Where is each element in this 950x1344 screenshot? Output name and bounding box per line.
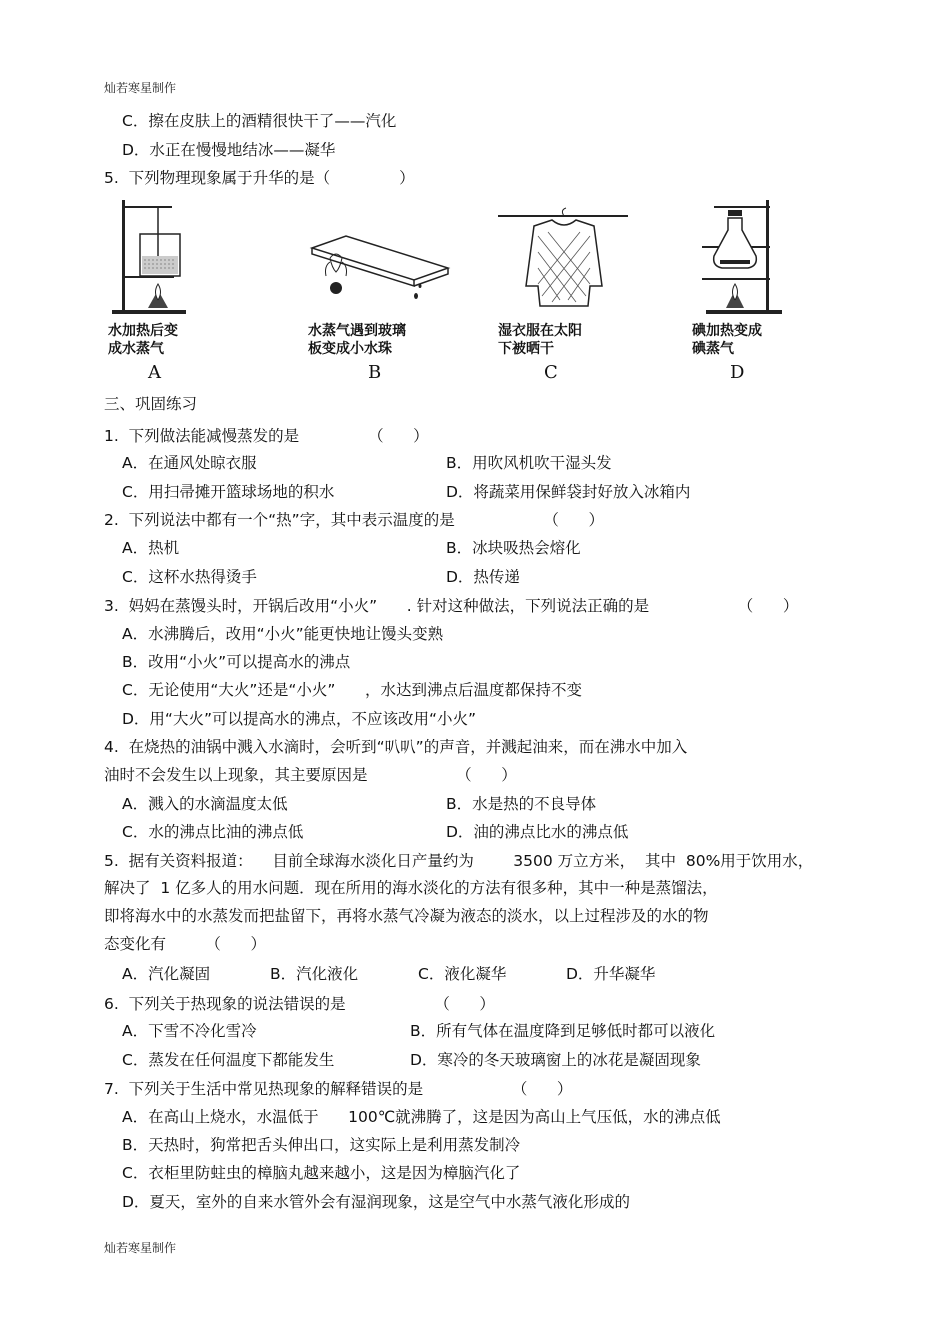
q5-stem-line-3: 即将海水中的水蒸发而把盐留下，再将水蒸气冷凝为液态的淡水，以上过程涉及的水的物 <box>104 907 709 925</box>
q6-option-c: C．蒸发在任何温度下都能发生 <box>122 1051 335 1069</box>
glass-plate-illustration <box>308 196 478 326</box>
q1-option-c: C．用扫帚摊开篮球场地的积水 <box>122 483 335 501</box>
q7-option-a: A．在高山上烧水，水温低于 100℃就沸腾了，这是因为高山上气压低，水的沸点低 <box>122 1108 721 1126</box>
q7-option-d: D．夏天，室外的自来水管外会有湿润现象，这是空气中水蒸气液化形成的 <box>122 1193 630 1211</box>
figure-c-letter: C <box>544 362 558 383</box>
iodine-heating-illustration <box>692 196 802 326</box>
q6-stem: 6. 下列关于热现象的说法错误的是 （ ） <box>104 995 495 1013</box>
q1-option-b: B．用吹风机吹干湿头发 <box>446 454 612 472</box>
q2-option-d: D．热传递 <box>446 568 520 586</box>
prev-option-d: D．水正在慢慢地结冰——凝华 <box>122 141 336 159</box>
q5-option-c: C．液化凝华 <box>418 965 507 983</box>
q5-option-a: A．汽化凝固 <box>122 965 211 983</box>
figure-b-letter: B <box>368 362 382 383</box>
figure-a-caption-1: 水加热后变 <box>108 323 178 339</box>
figure-d-caption-2: 碘蒸气 <box>692 341 734 357</box>
page-header: 灿若寒星制作 <box>104 81 177 95</box>
figure-d-caption-1: 碘加热变成 <box>692 323 762 339</box>
figure-c-caption-2: 下被晒干 <box>498 341 554 357</box>
figure-c <box>498 196 668 386</box>
figure-d-letter: D <box>730 362 745 383</box>
q5-stem-line-2: 解决了 1 亿多人的用水问题．现在所用的海水淡化的方法有很多种，其中一种是蒸馏法， <box>104 879 718 897</box>
section-title: 三、巩固练习 <box>104 395 198 413</box>
boiling-water-illustration <box>108 196 268 326</box>
q5-option-d: D．升华凝华 <box>566 965 656 983</box>
q2-option-a: A．热机 <box>122 539 180 557</box>
figure-c-caption-1: 湿衣服在太阳 <box>498 323 582 339</box>
q3-option-d: D．用“大火”可以提高水的沸点，不应该改用“小火” <box>122 710 477 728</box>
q6-option-b: B．所有气体在温度降到足够低时都可以液化 <box>410 1022 716 1040</box>
page-footer: 灿若寒星制作 <box>104 1241 177 1255</box>
q3-option-b: B．改用“小火”可以提高水的沸点 <box>122 653 351 671</box>
q4-option-c: C．水的沸点比油的沸点低 <box>122 823 304 841</box>
q7-option-b: B．天热时，狗常把舌头伸出口，这实际上是利用蒸发制冷 <box>122 1136 521 1154</box>
q4-stem-line-2: 油时不会发生以上现象，其主要原因是 （ ） <box>104 766 517 784</box>
q4-option-a: A．溅入的水滴温度太低 <box>122 795 288 813</box>
figure-b-caption-2: 板变成小水珠 <box>308 341 392 357</box>
q3-stem: 3. 妈妈在蒸馒头时，开锅后改用“小火” . 针对这种做法，下列说法正确的是 （ ） <box>104 597 799 615</box>
q4-option-b: B．水是热的不良导体 <box>446 795 597 813</box>
q5-stem-line-4: 态变化有 （ ） <box>104 935 266 953</box>
sublimation-figure <box>108 196 798 386</box>
q7-option-c: C．衣柜里防蛀虫的樟脑丸越来越小，这是因为樟脑汽化了 <box>122 1164 521 1182</box>
figure-d <box>692 196 802 386</box>
q3-option-c: C．无论使用“大火”还是“小火” ，水达到沸点后温度都保持不变 <box>122 681 583 699</box>
q3-option-a: A．水沸腾后，改用“小火”能更快地让馒头变熟 <box>122 625 444 643</box>
q6-option-a: A．下雪不冷化雪冷 <box>122 1022 257 1040</box>
figure-a-caption-2: 成水蒸气 <box>108 341 164 357</box>
q4-stem-line-1: 4. 在烧热的油锅中溅入水滴时，会听到“叭叭”的声音，并溅起油来，而在沸水中加入 <box>104 738 688 756</box>
q1-option-a: A．在通风处晾衣服 <box>122 454 257 472</box>
q5-stem-line-1: 5. 据有关资料报道： 目前全球海水淡化日产量约为 3500 万立方米， 其中 80%用于饮用水， <box>104 852 814 870</box>
q6-option-d: D．寒冷的冬天玻璃窗上的冰花是凝固现象 <box>410 1051 701 1069</box>
figure-a <box>108 196 268 386</box>
q7-stem: 7. 下列关于生活中常见热现象的解释错误的是 （ ） <box>104 1080 573 1098</box>
figure-b <box>308 196 478 386</box>
figure-b-caption-1: 水蒸气遇到玻璃 <box>308 323 406 339</box>
q2-stem: 2. 下列说法中都有一个“热”字，其中表示温度的是 （ ） <box>104 511 604 529</box>
q2-option-b: B．冰块吸热会熔化 <box>446 539 581 557</box>
q4-option-d: D．油的沸点比水的沸点低 <box>446 823 629 841</box>
question-5-stem: 5. 下列物理现象属于升华的是（ ） <box>104 169 415 187</box>
prev-option-c: C．擦在皮肤上的酒精很快干了——汽化 <box>122 112 397 130</box>
figure-a-letter: A <box>148 362 161 383</box>
q1-option-d: D．将蔬菜用保鲜袋封好放入冰箱内 <box>446 483 691 501</box>
q1-stem: 1. 下列做法能减慢蒸发的是 （ ） <box>104 427 429 445</box>
drying-sweater-illustration <box>498 196 668 326</box>
q5-option-b: B．汽化液化 <box>270 965 359 983</box>
q2-option-c: C．这杯水热得烫手 <box>122 568 257 586</box>
